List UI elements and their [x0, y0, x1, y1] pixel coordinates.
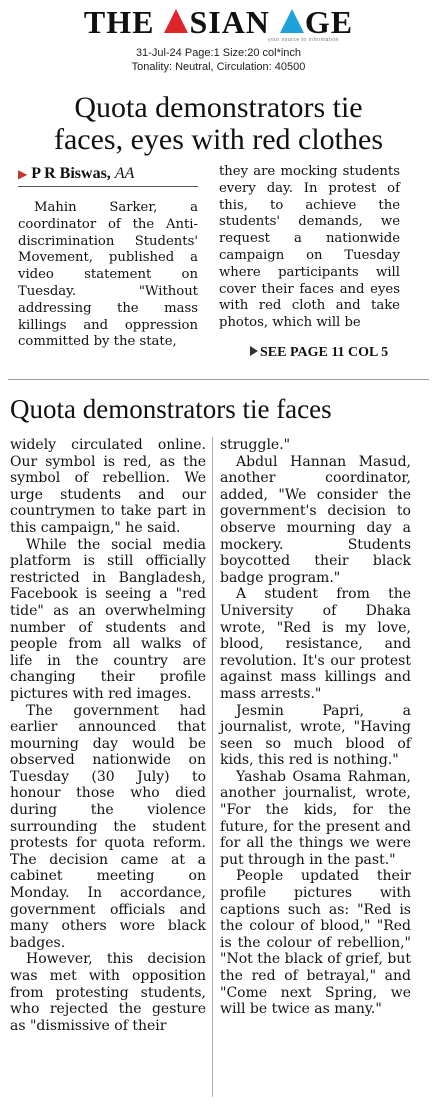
column-divider — [212, 437, 213, 1097]
logo-text-ge: GE — [304, 4, 354, 40]
continued-reference[interactable] — [250, 345, 388, 361]
newspaper-logo — [0, 4, 437, 40]
byline-agency: AA — [114, 165, 135, 182]
article2-paragraph: However, this decision was met with opposition from protesting students, who rejected the gesture as "dismissive of their — [10, 951, 206, 1034]
article1-headline-line1: Quota demonstrators tie — [74, 91, 363, 124]
article2-paragraph: A student from the University of Dhaka wrote, "Red is my love, blood, resistance, and revolution. It's our protest against mass killings and mass arrests." — [220, 586, 411, 702]
continued-text: SEE PAGE 11 COL 5 — [260, 345, 389, 360]
byline-arrow-icon: ▶ — [18, 167, 28, 181]
article2-headline: Quota demonstrators tie faces — [10, 394, 332, 424]
clip-meta-date-page: 31-Jul-24 Page:1 Size:20 col*inch — [135, 47, 302, 59]
byline — [18, 165, 198, 187]
section-divider — [8, 379, 429, 380]
article2-paragraph: widely circulated online. Our symbol is red, as the symbol of rebellion. We urge students and our countrymen to take part in this campaign," he said. — [10, 437, 206, 536]
masthead — [0, 4, 437, 74]
article2-paragraph: While the social media platform is still officially restricted in Bangladesh, Facebook is seeing a "red tide" as an overwhelming number of students and people from all walks of life in the country are changing their profile pictures with red images. — [10, 536, 206, 702]
logo-blue-triangle-icon — [280, 9, 304, 33]
article1-column-1 — [18, 200, 198, 351]
clip-meta-tonality: Tonality: Neutral, Circulation: 40500 — [131, 61, 306, 73]
article2-column-1 — [10, 437, 206, 1034]
article1-headline — [0, 92, 437, 156]
logo-text-the: THE — [83, 4, 164, 40]
article1-paragraph: they are mocking students every day. In protest of this, to achieve the students' demands, we request a nationwide campaign on Tuesday where participants will cover their faces and eyes with red cloth and take photos, which will be — [219, 164, 400, 331]
article2-paragraph: The government had earlier announced that mourning day would be observed nationwide on Tuesday (30 July) to honour those who died during the violence surrounding the student protests for quota reform. The decision came at a cabinet meeting on Monday. In accordance, government officials and many others wore black badges. — [10, 702, 206, 951]
continued-arrow-icon — [250, 346, 258, 356]
article2-column-2 — [220, 437, 411, 1018]
byline-author: P R Biswas, — [31, 165, 111, 182]
article2-paragraph: Abdul Hannan Masud, another coordinator, added, "We consider the government's decision to observe mourning day a mockery. Students boycotted their black badge program." — [220, 453, 411, 586]
logo-red-triangle-icon — [164, 9, 188, 33]
article2-paragraph: People updated their profile pictures with captions such as: "Red is the colour of blood," "Red is the colour of rebellion," "Not the black of grief, but the red of betrayal," and "Come next Spring, we will be twice as many." — [220, 868, 411, 1018]
article2-paragraph: Jesmin Papri, a journalist, wrote, "Having seen so much blood of kids, this red is nothing." — [220, 702, 411, 769]
article1-headline-line2: faces, eyes with red clothes — [53, 123, 384, 156]
article1-paragraph: Mahin Sarker, a coordinator of the Anti-discrimination Students' Movement, published a video statement on Tuesday. "Without addressing the mass killings and oppression committed by the state, — [18, 200, 198, 350]
article2-paragraph: Yashab Osama Rahman, another journalist, wrote, "For the kids, for the future, for the present and for all the things we were put through in the past." — [220, 768, 411, 868]
logo-tagline: your source to information — [268, 37, 339, 43]
article1-column-2 — [219, 164, 400, 332]
article2-paragraph: struggle." — [220, 437, 291, 453]
logo-text-sian: SIAN — [189, 4, 279, 40]
